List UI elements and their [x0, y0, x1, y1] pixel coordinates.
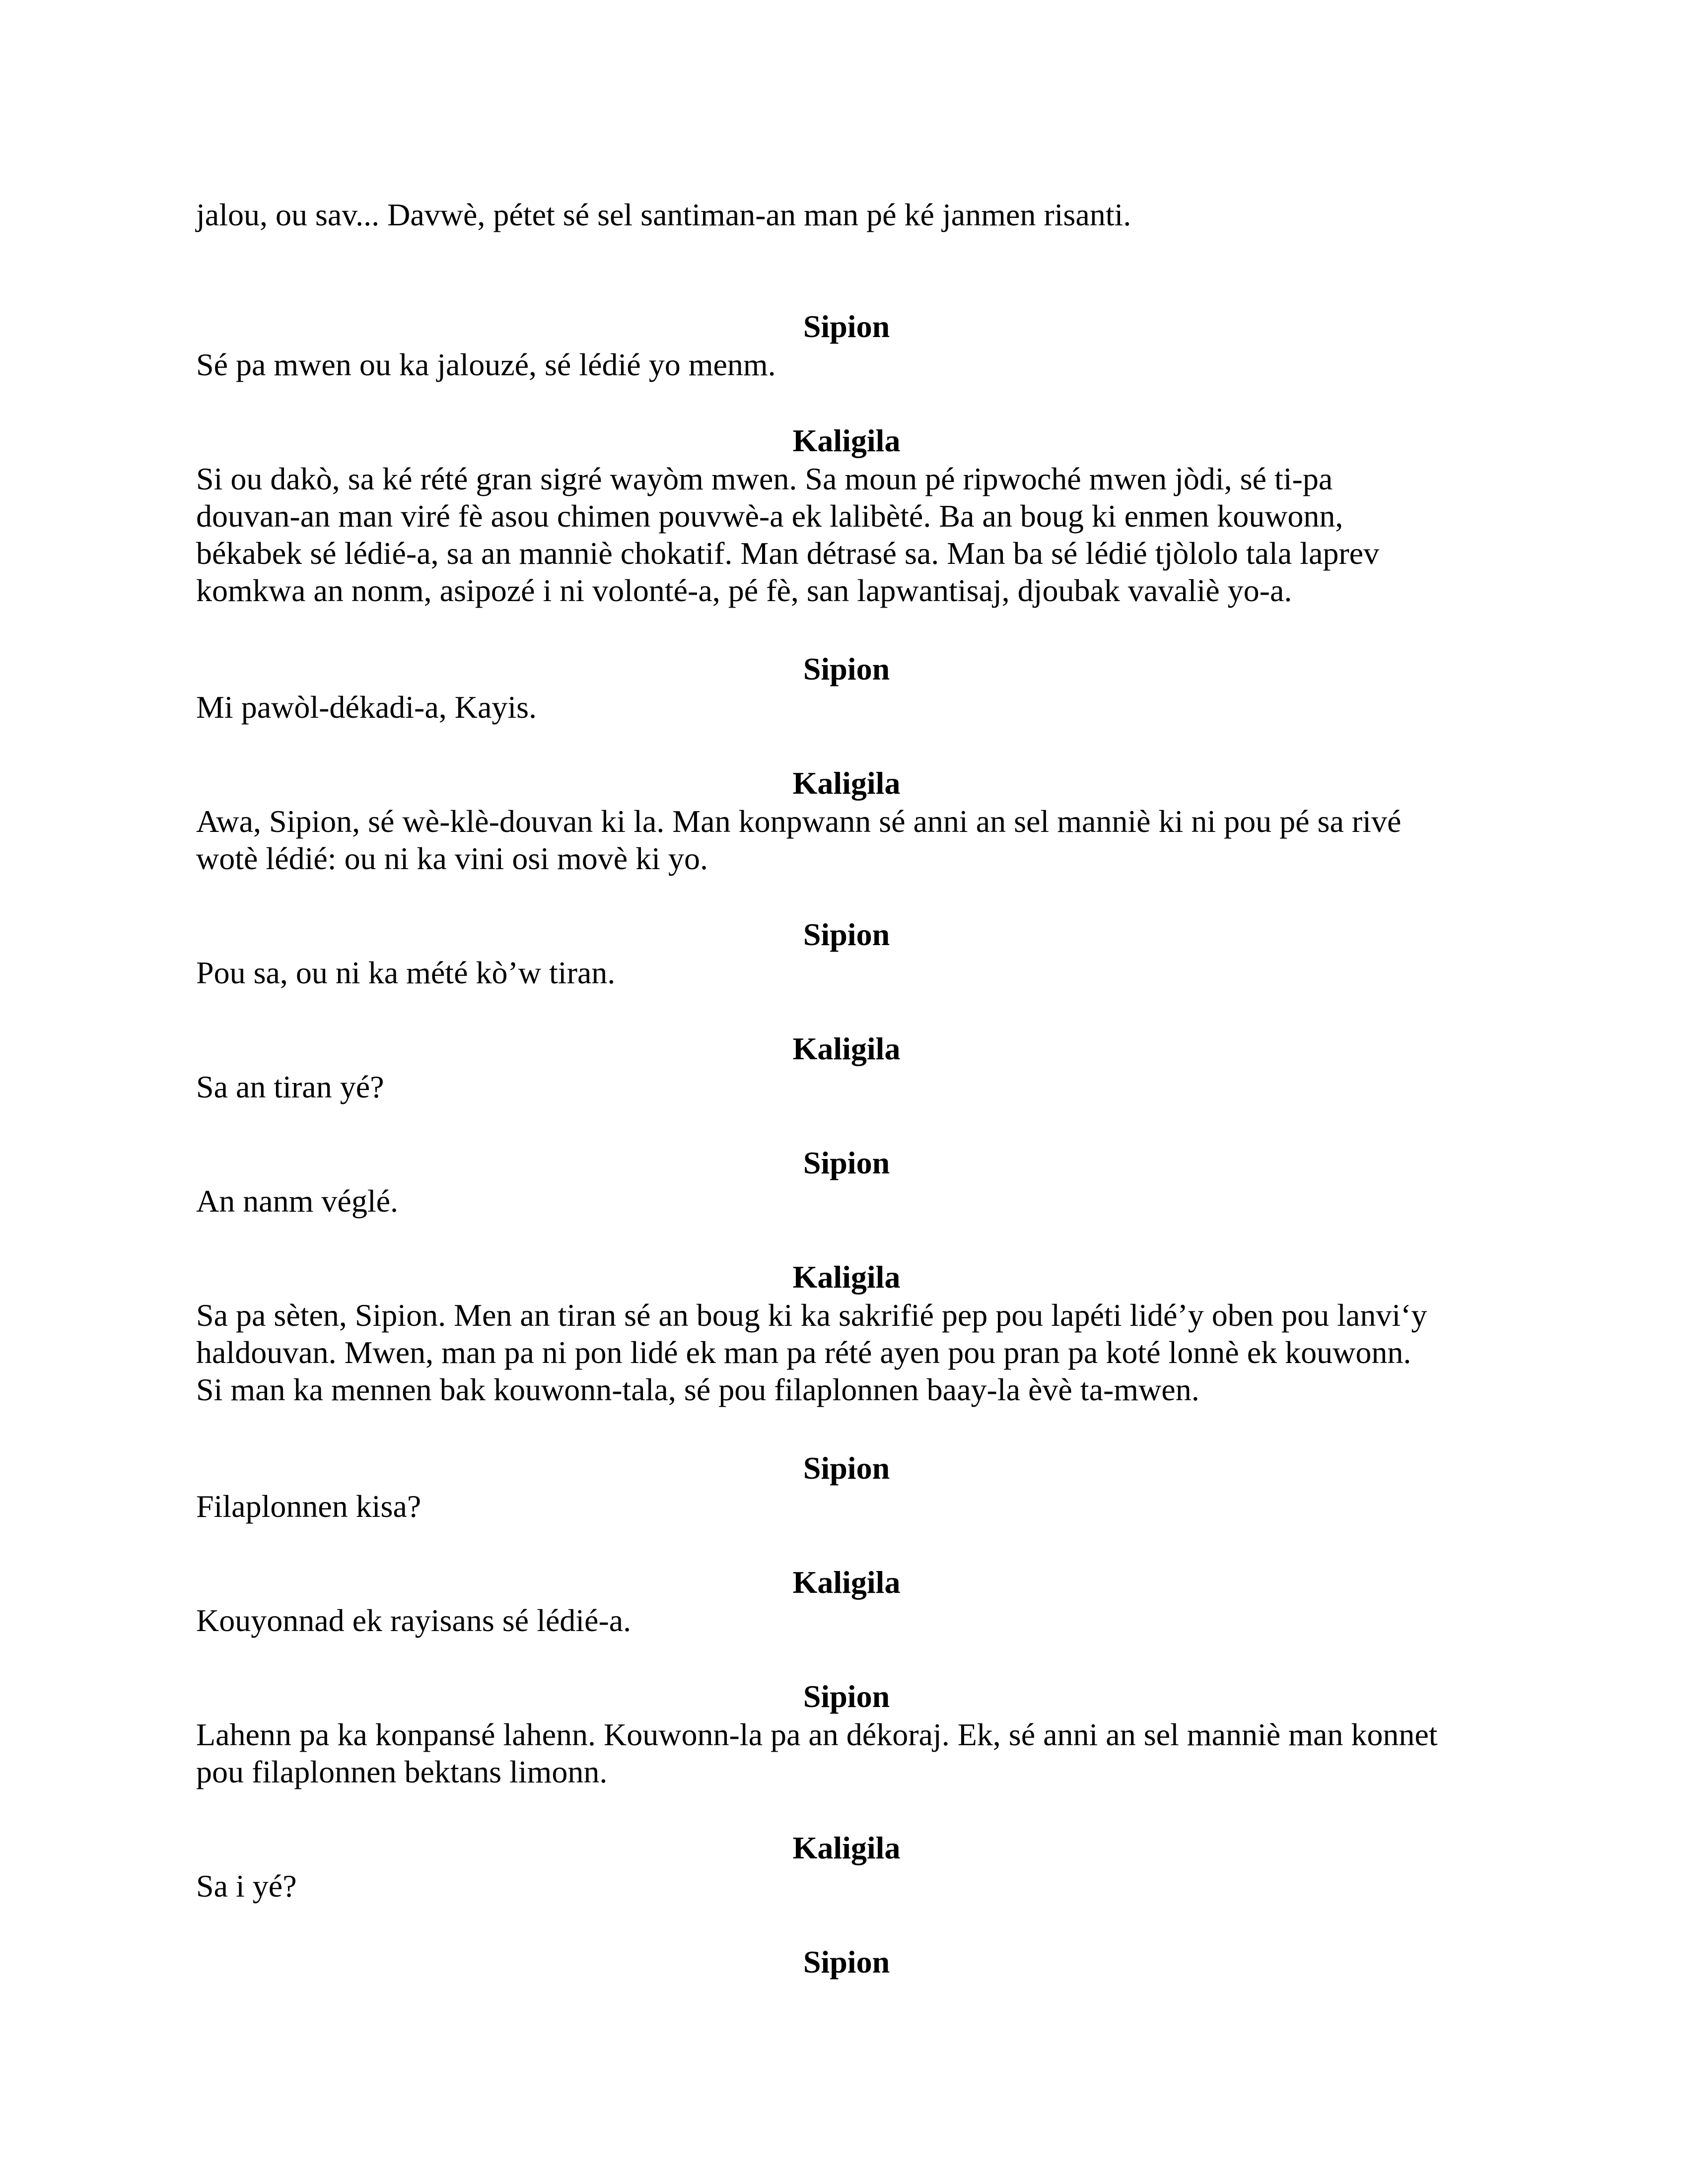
dialogue-line: Kouyonnad ek rayisans sé lédié-a.: [196, 1603, 632, 1638]
dialogue-line: douvan-an man viré fè asou chimen pouvwè-a ek lalibèté. Ba an boug ki enmen kouwonn,: [196, 498, 1343, 534]
speaker-name: Sipion: [803, 1145, 890, 1180]
dialogue-paragraph: [196, 460, 1497, 609]
dialogue-line: Lahenn pa ka konpansé lahenn. Kouwonn-la pa an dékoraj. Ek, sé anni an sel manniè man konnet: [196, 1717, 1438, 1752]
dialogue-line: haldouvan. Mwen, man pa ni pon lidé ek man pa rété ayen pou pran pa koté lonnè ek kouwonn.: [196, 1335, 1411, 1370]
speaker-name: Sipion: [803, 1450, 890, 1486]
dialogue-line: Sa an tiran yé?: [196, 1069, 384, 1104]
dialogue-line: békabek sé lédié-a, sa an manniè chokatif. Man détrasé sa. Man ba sé lédié tjòlolo tala laprev: [196, 536, 1380, 571]
dialogue-line: Mi pawòl-dékadi-a, Kayis.: [196, 689, 537, 725]
dialogue-line: Sé pa mwen ou ka jalouzé, sé lédié yo menm.: [196, 347, 776, 382]
speaker-name: Sipion: [803, 651, 890, 686]
dialogue-line: Pou sa, ou ni ka mété kò’w tiran.: [196, 955, 616, 990]
dialogue-paragraph: [196, 1716, 1497, 1790]
dialogue-line: komkwa an nonm, asipozé i ni volonté-a, pé fè, san lapwantisaj, djoubak vavaliè yo-a.: [196, 573, 1292, 608]
dialogue-line: wotè lédié: ou ni ka vini osi movè ki yo.: [196, 841, 708, 876]
speaker-name: Sipion: [803, 1944, 890, 1979]
dialogue-line: Filaplonnen kisa?: [196, 1489, 422, 1524]
opening-line: jalou, ou sav... Davwè, pétet sé sel santiman-an man pé ké janmen risanti.: [196, 197, 1131, 232]
dialogue-line: Sa pa sèten, Sipion. Men an tiran sé an boug ki ka sakrifié pep pou lapéti lidé’y oben pou lanvi‘y: [196, 1297, 1427, 1333]
dialogue-line: pou filaplonnen bektans limonn.: [196, 1754, 608, 1789]
speaker-name: Sipion: [803, 917, 890, 952]
speaker-name: Kaligila: [792, 765, 901, 801]
dialogue-paragraph: [196, 803, 1497, 877]
speaker-name: Sipion: [803, 309, 890, 344]
speaker-name: Sipion: [803, 1679, 890, 1714]
speaker-name: Kaligila: [792, 423, 901, 458]
speaker-name: Kaligila: [792, 1565, 901, 1600]
dialogue-line: An nanm véglé.: [196, 1183, 398, 1219]
dialogue-paragraph: [196, 1297, 1497, 1408]
dialogue-line: Sa i yé?: [196, 1868, 297, 1904]
dialogue-line: Awa, Sipion, sé wè-klè-douvan ki la. Man konpwann sé anni an sel manniè ki ni pou pé sa rivé: [196, 804, 1402, 839]
speaker-name: Kaligila: [792, 1259, 901, 1295]
dialogue-line: Si ou dakò, sa ké rété gran sigré wayòm mwen. Sa moun pé ripwoché mwen jòdi, sé ti-pa: [196, 461, 1333, 496]
speaker-name: Kaligila: [792, 1031, 901, 1066]
dialogue-line: Si man ka mennen bak kouwonn-tala, sé pou filaplonnen baay-la èvè ta-mwen.: [196, 1372, 1199, 1407]
speaker-name: Kaligila: [792, 1830, 901, 1865]
